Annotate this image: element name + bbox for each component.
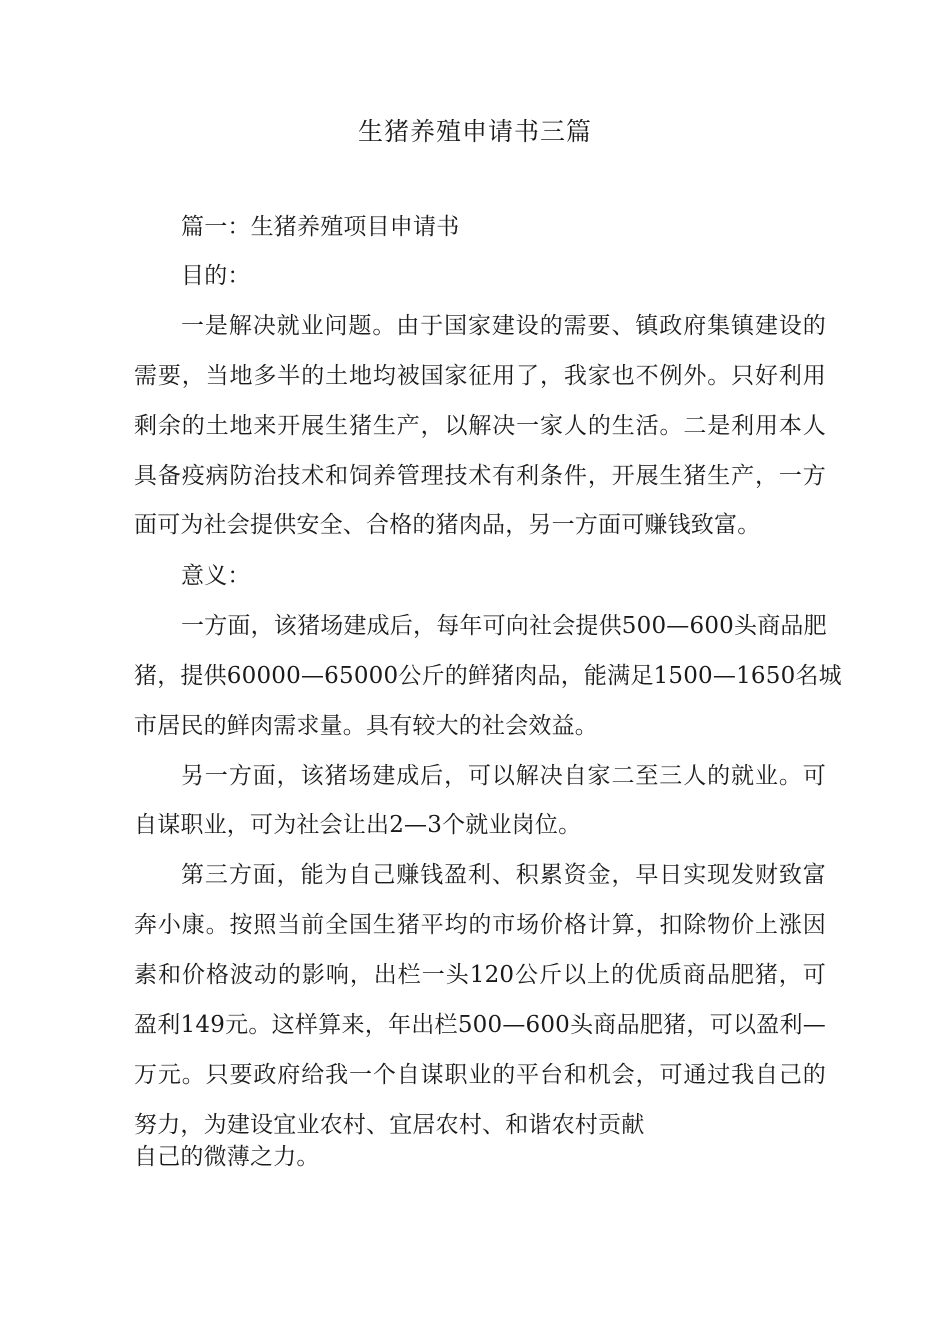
text-line: 具备疫病防治技术和饲养管理技术有利条件，开展生猪生产，一方 xyxy=(134,463,826,489)
text-line: 市居民的鲜肉需求量。具有较大的社会效益。 xyxy=(134,713,598,739)
subheading-meaning: 意义： xyxy=(181,563,251,589)
text-line: 自谋职业，可为社会让出2—3个就业岗位。 xyxy=(134,812,582,838)
text-line: 另一方面，该猪场建成后，可以解决自家二至三人的就业。可 xyxy=(181,763,826,789)
text-line: 奔小康。按照当前全国生猪平均的市场价格计算，扣除物价上涨因 xyxy=(134,912,826,938)
text-line: 盈利149元。这样算来，年出栏500—600头商品肥猪，可以盈利— xyxy=(134,1012,826,1038)
text-line: 一是解决就业问题。由于国家建设的需要、镇政府集镇建设的 xyxy=(181,313,826,339)
text-line: 剩余的土地来开展生猪生产，以解决一家人的生活。二是利用本人 xyxy=(134,413,826,439)
text-line: 万元。只要政府给我一个自谋职业的平台和机会，可通过我自己的 xyxy=(134,1062,826,1088)
text-line: 需要，当地多半的土地均被国家征用了，我家也不例外。只好利用 xyxy=(134,363,826,389)
section-heading: 篇一：生猪养殖项目申请书 xyxy=(181,214,460,240)
text-line: 努力，为建设宜业农村、宜居农村、和谐农村贡献 xyxy=(134,1112,645,1138)
text-line: 第三方面，能为自己赚钱盈利、积累资金，早日实现发财致富 xyxy=(181,862,826,888)
subheading-purpose: 目的： xyxy=(181,263,251,289)
text-line: 面可为社会提供安全、合格的猪肉品，另一方面可赚钱致富。 xyxy=(134,512,761,538)
document-title: 生猪养殖申请书三篇 xyxy=(357,117,592,146)
text-line: 素和价格波动的影响，出栏一头120公斤以上的优质商品肥猪，可 xyxy=(134,962,826,988)
text-line: 一方面，该猪场建成后，每年可向社会提供500—600头商品肥 xyxy=(181,613,827,639)
text-line: 猪，提供60000—65000公斤的鲜猪肉品，能满足1500—1650名城 xyxy=(134,663,842,689)
text-line: 自己的微薄之力。 xyxy=(134,1144,320,1170)
